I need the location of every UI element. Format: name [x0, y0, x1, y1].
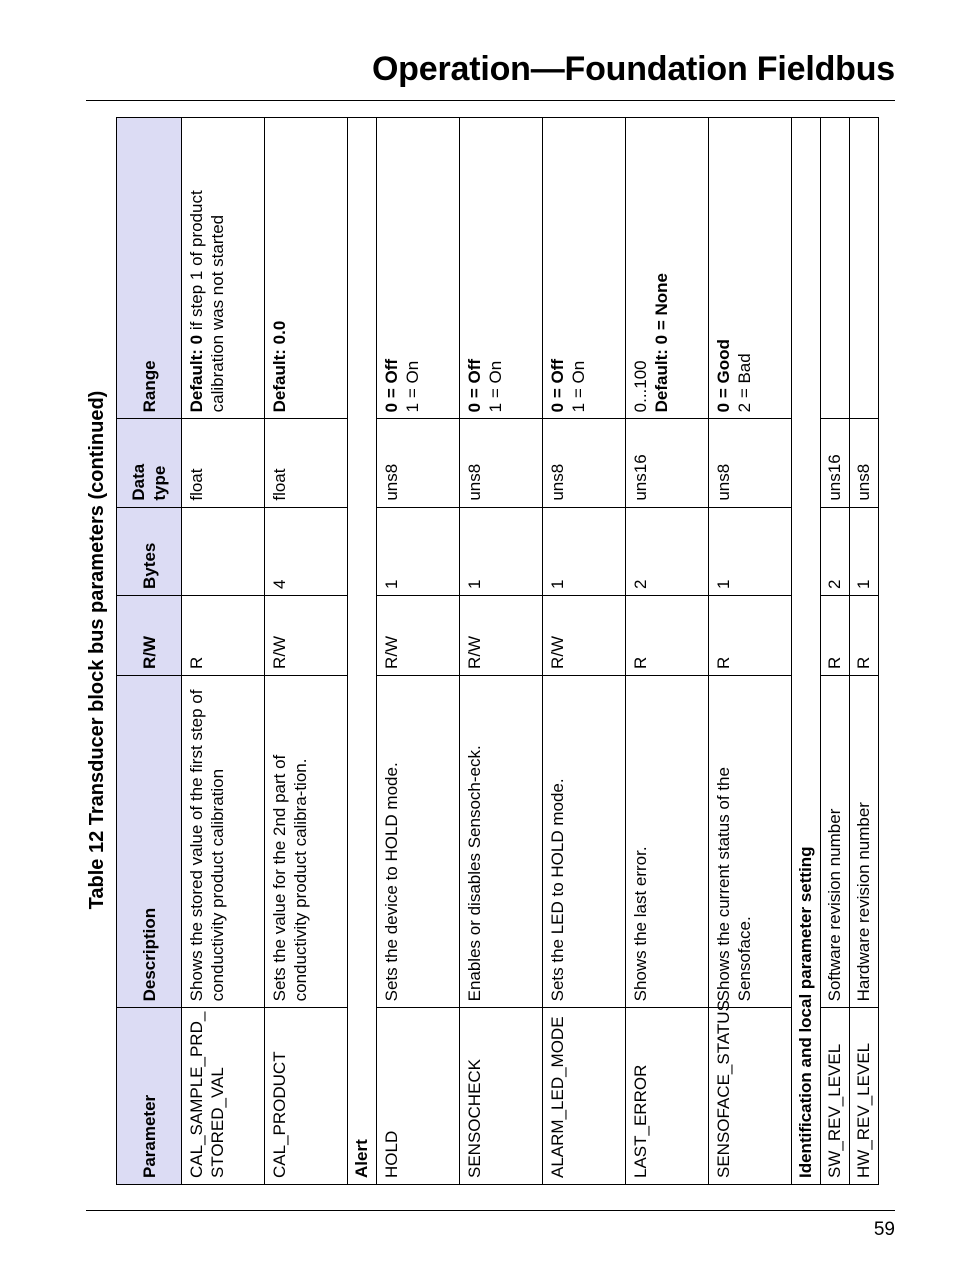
cell-data-type: uns16 [821, 419, 850, 507]
range-line: 0 = Good [714, 339, 733, 413]
column-header: Data type [117, 419, 182, 507]
cell-parameter: CAL_PRODUCT [265, 1008, 348, 1185]
range-line: 1 = On [403, 360, 422, 413]
cell-description: Enables or disables Sensoch-eck. [460, 675, 543, 1007]
range-line: 0 = Off [548, 358, 567, 413]
table-row [543, 118, 626, 1185]
table-caption: Table 12 Transducer block bus parameters (continued) [86, 390, 108, 910]
cell-parameter: SENSOFACE_STATUS [709, 1008, 792, 1185]
cell-data-type: float [182, 419, 265, 507]
page-title: Operation—Foundation Fieldbus [371, 50, 895, 88]
range-line: 0 = Off [465, 358, 484, 413]
cell-data-type: uns8 [377, 419, 460, 507]
column-header: Bytes [117, 507, 182, 595]
table-row [460, 118, 543, 1185]
page-header [86, 40, 895, 101]
cell-data-type: float [265, 419, 348, 507]
cell-data-type: uns8 [709, 419, 792, 507]
table-row [850, 118, 879, 1185]
cell-range [850, 118, 879, 419]
cell-range [377, 118, 460, 419]
cell-data-type: uns8 [543, 419, 626, 507]
cell-rw: R [821, 595, 850, 675]
range-note: if step 1 of product calibration was not started [187, 190, 227, 413]
cell-rw: R/W [377, 595, 460, 675]
cell-range [265, 118, 348, 419]
column-header: Range [117, 118, 182, 419]
cell-description: Sets the device to HOLD mode. [377, 675, 460, 1007]
cell-bytes: 1 [850, 507, 879, 595]
cell-rw: R [709, 595, 792, 675]
cell-bytes: 2 [821, 507, 850, 595]
cell-bytes: 1 [377, 507, 460, 595]
cell-parameter: ALARM_LED_MODE [543, 1008, 626, 1185]
range-line: 0...100 [631, 360, 650, 413]
cell-rw: R [850, 595, 879, 675]
table-row [182, 118, 265, 1185]
cell-description: Sets the value for the 2nd part of conductivity product calibra-tion. [265, 675, 348, 1007]
page-footer [86, 1210, 895, 1240]
cell-rw: R/W [265, 595, 348, 675]
range-line: 2 = Bad [735, 353, 754, 413]
cell-range [543, 118, 626, 419]
section-title: Alert [348, 118, 377, 1185]
cell-bytes [182, 507, 265, 595]
section-row-identification [792, 118, 821, 1185]
cell-rw: R [182, 595, 265, 675]
section-title: Identification and local parameter setting [792, 118, 821, 1185]
cell-description: Sets the LED to HOLD mode. [543, 675, 626, 1007]
cell-data-type: uns8 [460, 419, 543, 507]
cell-range [821, 118, 850, 419]
cell-description: Software revision number [821, 675, 850, 1007]
cell-data-type: uns8 [850, 419, 879, 507]
parameters-table [116, 117, 879, 1185]
cell-bytes: 4 [265, 507, 348, 595]
table-row [709, 118, 792, 1185]
cell-bytes: 1 [460, 507, 543, 595]
cell-data-type: uns16 [626, 419, 709, 507]
cell-range [460, 118, 543, 419]
table-row [265, 118, 348, 1185]
cell-parameter: LAST_ERROR [626, 1008, 709, 1185]
table-row [821, 118, 850, 1185]
cell-description: Shows the current status of the Sensoface. [709, 675, 792, 1007]
cell-rw: R/W [460, 595, 543, 675]
cell-description: Shows the last error. [626, 675, 709, 1007]
range-default: Default: 0.0 [270, 320, 289, 413]
column-header: Parameter [117, 1008, 182, 1185]
table-header-row [117, 118, 182, 1185]
cell-parameter: CAL_SAMPLE_PRD_ STORED_VAL [182, 1008, 265, 1185]
cell-parameter: SW_REV_LEVEL [821, 1008, 850, 1185]
section-row-alert [348, 118, 377, 1185]
cell-rw: R [626, 595, 709, 675]
range-line: 1 = On [486, 360, 505, 413]
column-header: Description [117, 675, 182, 1007]
cell-bytes: 1 [543, 507, 626, 595]
rotated-table-region [80, 115, 873, 1185]
cell-bytes: 1 [709, 507, 792, 595]
cell-rw: R/W [543, 595, 626, 675]
cell-description: Hardware revision number [850, 675, 879, 1007]
cell-parameter: HOLD [377, 1008, 460, 1185]
range-line: 0 = Off [382, 358, 401, 413]
cell-range [709, 118, 792, 419]
cell-description: Shows the stored value of the first step of conductivity product calibration [182, 675, 265, 1007]
cell-parameter: HW_REV_LEVEL [850, 1008, 879, 1185]
cell-bytes: 2 [626, 507, 709, 595]
range-line: 1 = On [569, 360, 588, 413]
page-number: 59 [873, 1219, 895, 1240]
range-default: Default: 0 [187, 334, 206, 413]
table-row [377, 118, 460, 1185]
cell-range [626, 118, 709, 419]
cell-range [182, 118, 265, 419]
range-line: Default: 0 = None [652, 273, 671, 413]
column-header: R/W [117, 595, 182, 675]
table-row [626, 118, 709, 1185]
cell-parameter: SENSOCHECK [460, 1008, 543, 1185]
